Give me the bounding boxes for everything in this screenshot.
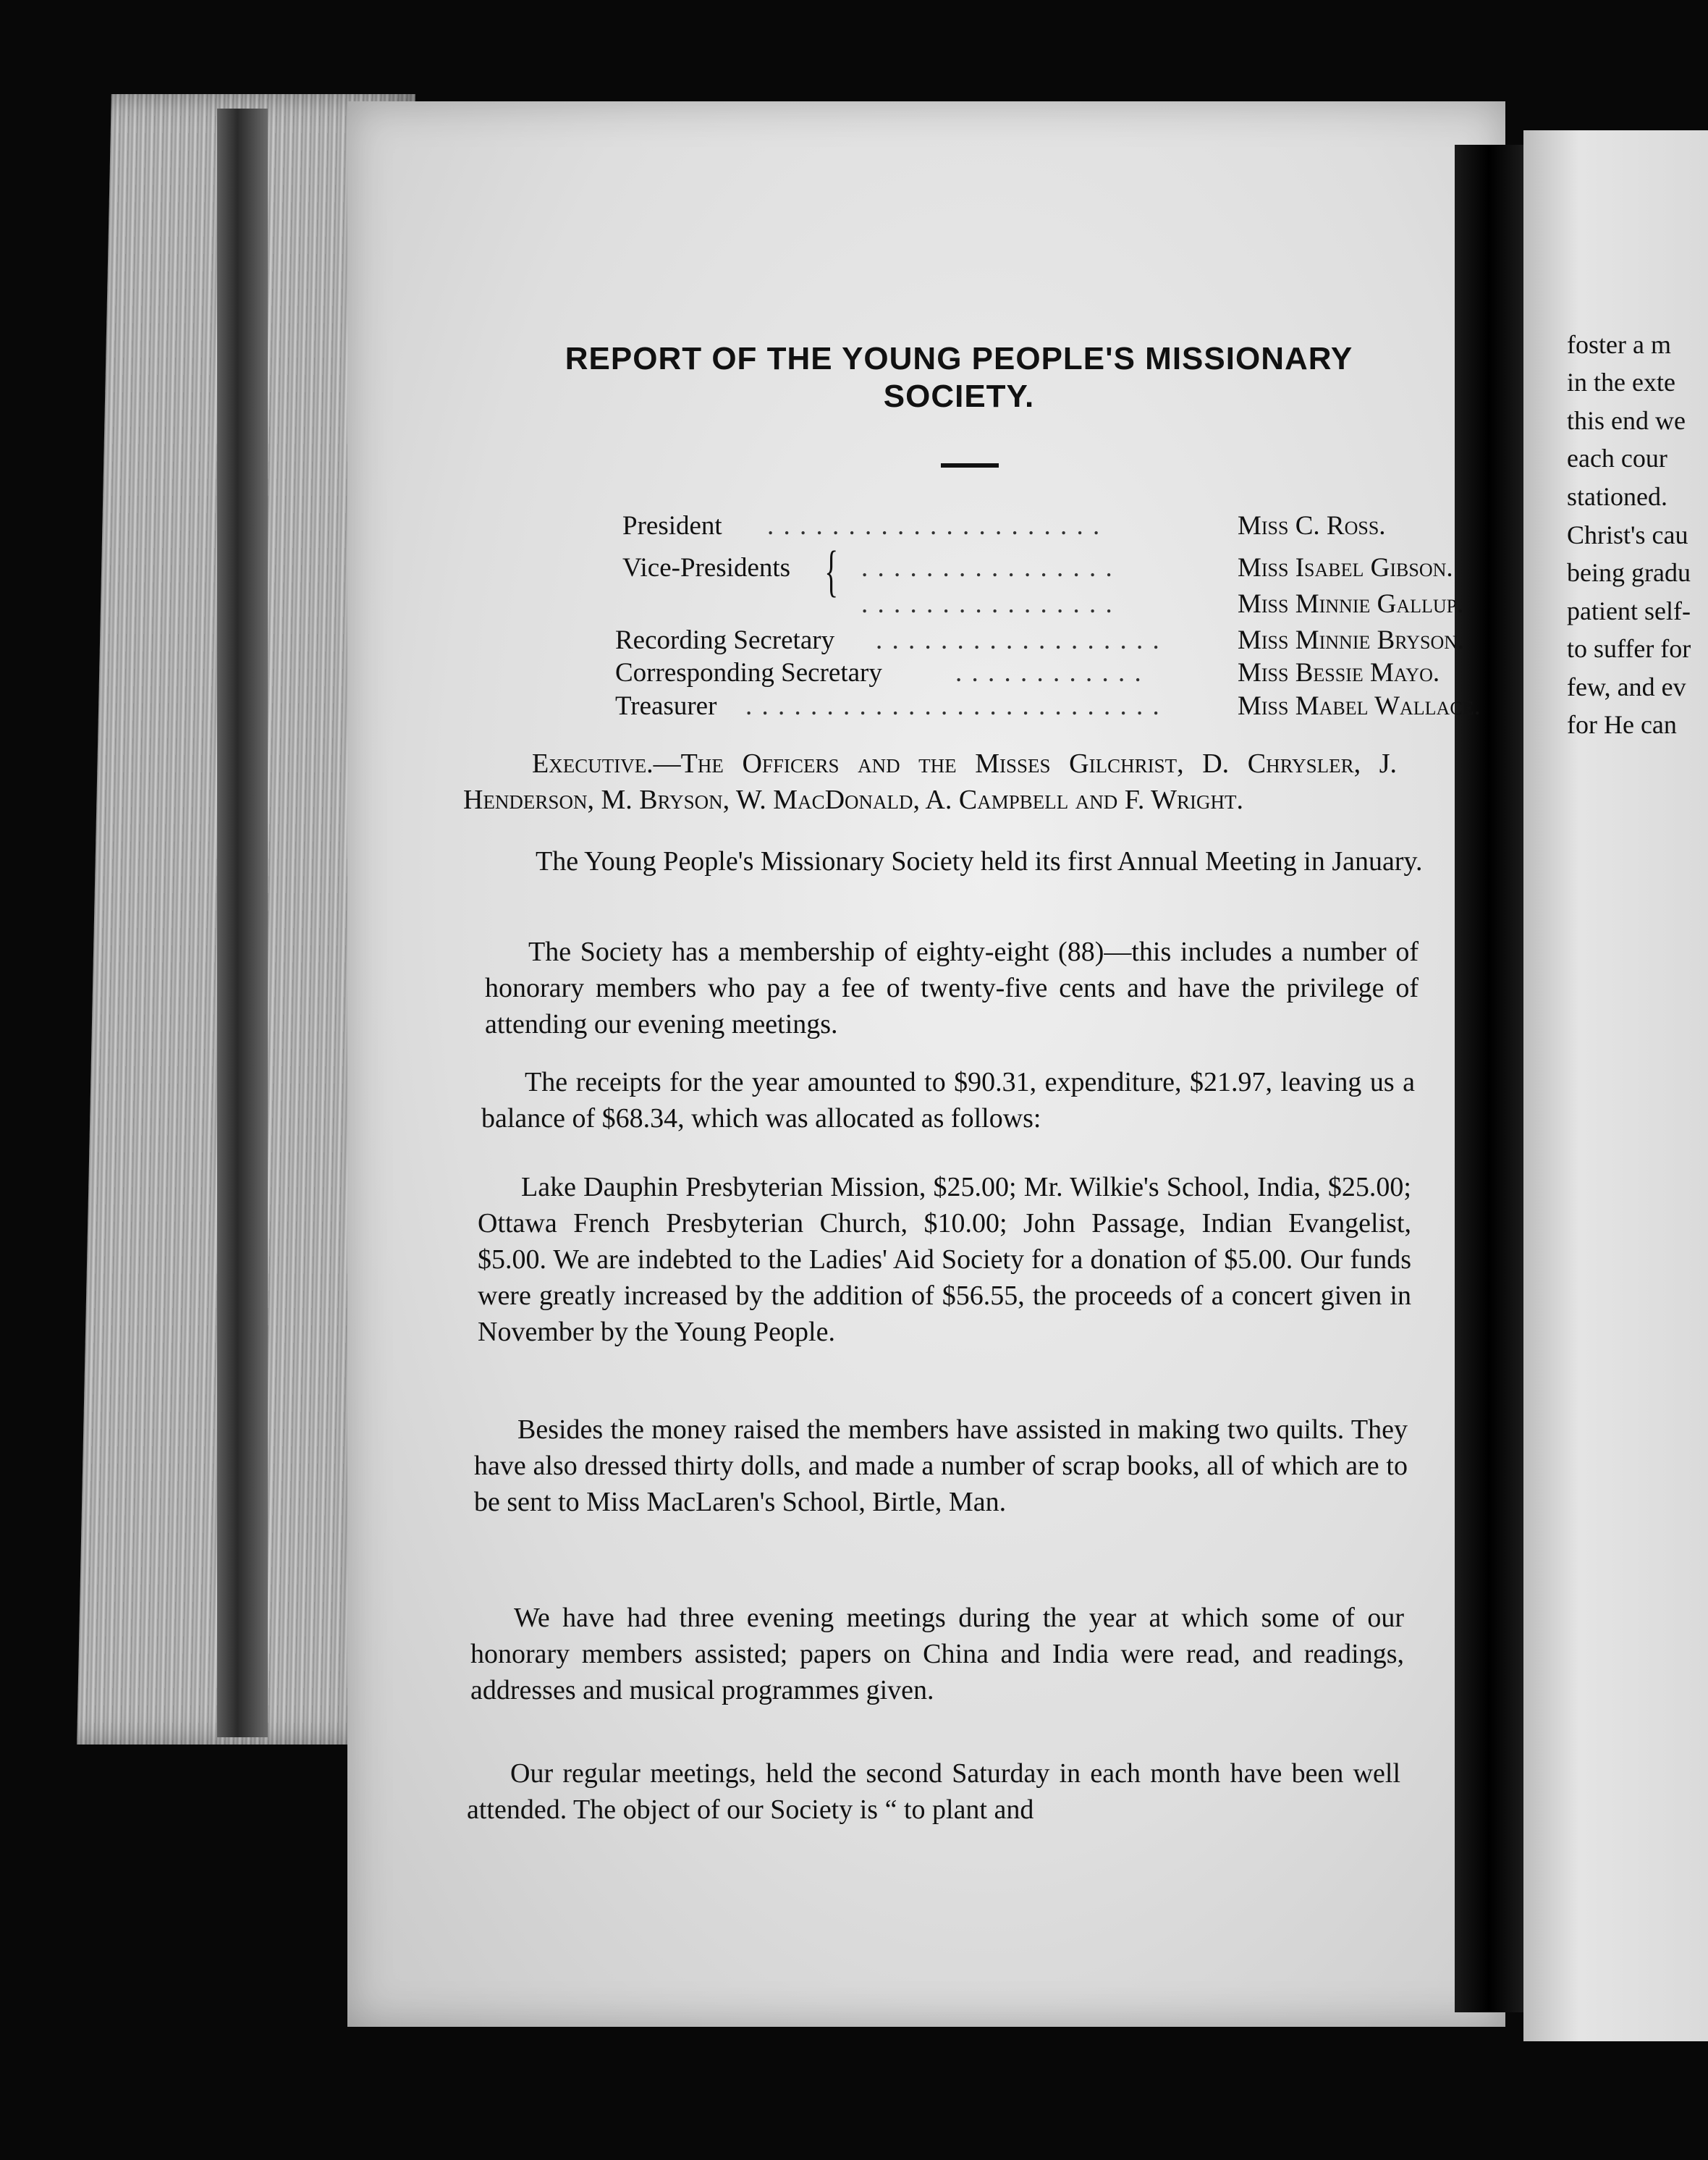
leader-dots: . . . . . . . . . . . . . . . . . . . . .	[767, 511, 1102, 541]
leader-dots: . . . . . . . . . . . . . . . .	[861, 553, 1114, 583]
fragment-line: few, and ev	[1567, 672, 1686, 701]
fragment-line: being gradu	[1567, 558, 1691, 587]
officer-role: President	[622, 511, 722, 541]
book-spine-shadow	[217, 109, 268, 1737]
body-paragraph: Besides the money raised the members have assisted in making two quilts. They have also dressed thirty dolls, and made a number of scrap books, all of which are to be sent to Miss MacLaren's School, Birtle, Man.	[474, 1414, 1408, 1517]
fragment-line: foster a m	[1567, 330, 1671, 359]
body-paragraph: We have had three evening meetings during the year at which some of our honorary members assisted; papers on China and India were read, and readings, addresses and musical programmes given.	[470, 1603, 1404, 1705]
fragment-line: patient self-	[1567, 596, 1691, 625]
body-paragraph: Our regular meetings, held the second Saturday in each month have been well attended. The object of our Society is “ to plant and	[467, 1758, 1400, 1825]
fragment-line: to suffer for	[1567, 634, 1691, 663]
leader-dots: . . . . . . . . . . . . . . . . . . . . . . . . . .	[745, 691, 1161, 721]
body-paragraph: The Young People's Missionary Society held its first Annual Meeting in January.	[536, 846, 1423, 877]
right-page-fragment	[1523, 130, 1708, 2041]
fragment-line: in the exte	[1567, 368, 1675, 397]
leader-dots: . . . . . . . . . . . .	[955, 658, 1143, 688]
officer-role: Recording Secretary	[615, 625, 835, 655]
officer-recording-secretary	[615, 625, 1465, 656]
fragment-line: this end we	[1567, 406, 1686, 435]
executive-paragraph: Executive.—The Officers and the Misses Gilchrist, D. Chrysler, J. Henderson, M. Bryson, W. MacDonald, A. Campbell and F. Wright.	[463, 748, 1397, 815]
officer-role: Vice-Presidents	[622, 553, 791, 583]
officer-role: Treasurer	[615, 691, 717, 721]
officer-name: Miss Minnie Gallup.	[1238, 589, 1464, 619]
officer-treasurer	[615, 691, 1481, 722]
officer-name: Miss Bessie Mayo.	[1238, 658, 1440, 688]
book-gutter	[1455, 145, 1523, 2012]
body-paragraph: The Society has a membership of eighty-eight (88)—this includes a number of honorary members who pay a fee of twenty-five cents and have the privilege of attending our evening meetings.	[485, 937, 1419, 1039]
leader-dots: . . . . . . . . . . . . . . . .	[861, 589, 1114, 619]
officer-name: Miss C. Ross.	[1238, 511, 1386, 541]
body-paragraph: The receipts for the year amounted to $90.31, expenditure, $21.97, leaving us a balance of $68.34, which was allocated as follows:	[481, 1067, 1415, 1134]
title-rule	[941, 463, 999, 468]
officer-name: Miss Mabel Wallace.	[1238, 691, 1481, 721]
officer-vice-president-1	[622, 552, 1453, 583]
fragment-line: for He can	[1567, 710, 1677, 739]
officer-corresponding-secretary	[615, 657, 1440, 688]
officer-president	[622, 510, 1386, 541]
officer-name: Miss Minnie Bryson.	[1238, 625, 1465, 655]
leader-dots: . . . . . . . . . . . . . . . . . .	[876, 625, 1161, 655]
fragment-line: stationed.	[1567, 482, 1667, 511]
vice-presidents-brace: {	[824, 539, 839, 602]
fragment-line: each cour	[1567, 444, 1667, 473]
fragment-line: Christ's cau	[1567, 520, 1688, 549]
officer-name: Miss Isabel Gibson.	[1238, 553, 1453, 583]
body-paragraph: Lake Dauphin Presbyterian Mission, $25.00; Mr. Wilkie's School, India, $25.00; Ottawa French Presbyterian Church, $10.00; John Passage, Indian Evangelist, $5.00. We are indebted to the Ladies' Aid Society for a donation of $5.00. Our funds were greatly increased by the addition of $56.55, the proceeds of a concert given in November by the Young People.	[478, 1172, 1411, 1347]
report-title: REPORT OF THE YOUNG PEOPLE'S MISSIONARY SOCIETY.	[565, 341, 1353, 414]
officer-role: Corresponding Secretary	[615, 658, 882, 688]
